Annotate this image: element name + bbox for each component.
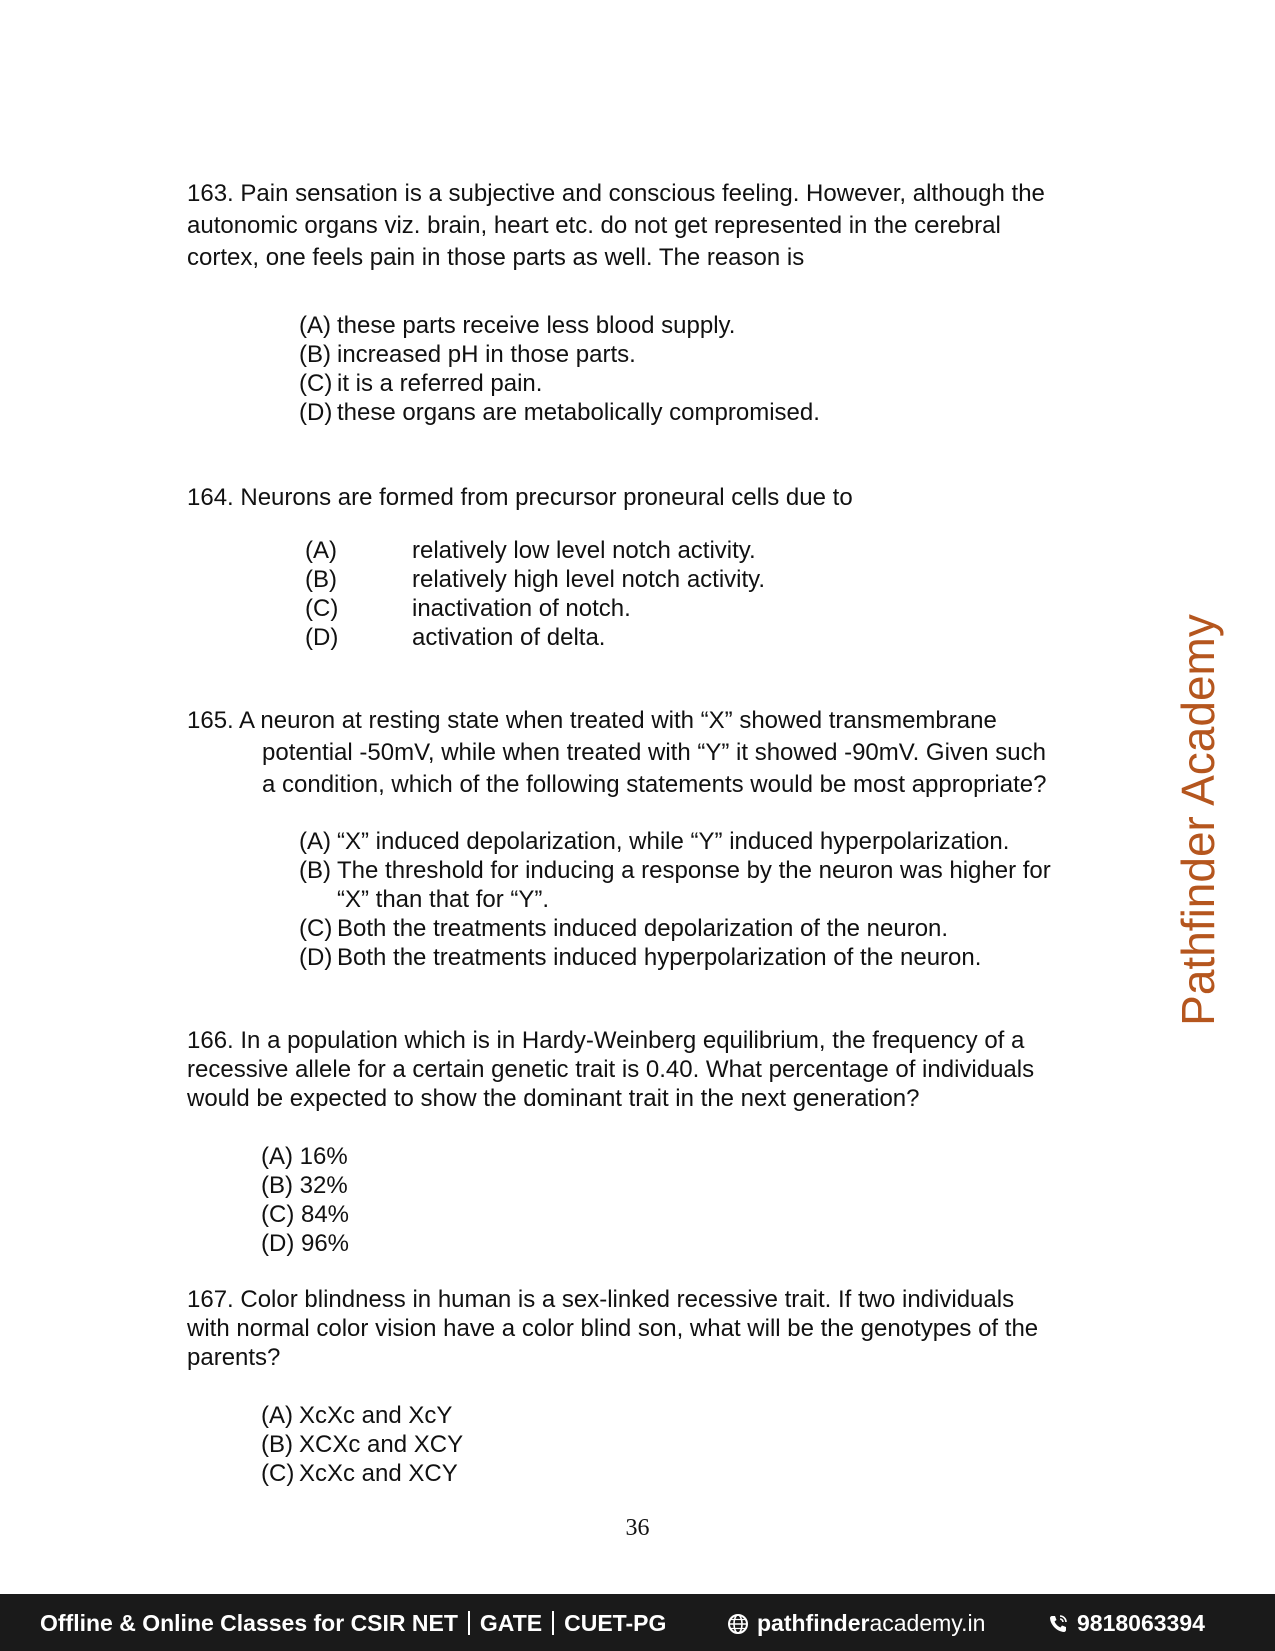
option-item (299, 914, 1051, 943)
option-item (261, 1459, 463, 1488)
question-167-line-3: parents? (187, 1344, 281, 1371)
option-item (299, 369, 820, 398)
option-text: Both the treatments induced hyperpolarization of the neuron. (337, 944, 982, 971)
footer-cuet: CUET-PG (564, 1610, 667, 1636)
option-text: “X” induced depolarization, while “Y” induced hyperpolarization. (337, 828, 1010, 855)
question-163-line-2: autonomic organs viz. brain, heart etc. do not get represented in the cerebral (187, 212, 1001, 239)
phone-icon (1047, 1613, 1069, 1641)
option-item (299, 943, 1051, 972)
option-item (299, 311, 820, 340)
watermark-pathfinder-academy: Pathfinder Academy (1172, 614, 1224, 1026)
divider (552, 1611, 554, 1635)
option-item (305, 594, 765, 623)
option-label: (C) (261, 1460, 295, 1487)
option-label: (B) (305, 566, 337, 593)
option-label: (C) (299, 370, 333, 397)
option-text: Both the treatments induced depolarization of the neuron. (337, 915, 949, 942)
option-label: (C) (299, 915, 333, 942)
option-label: (D) (305, 624, 339, 651)
question-166 (187, 1026, 1034, 1113)
question-166-options (261, 1142, 349, 1258)
option-item: (C) 84% (261, 1201, 350, 1228)
question-166-line-2: recessive allele for a certain genetic trait is 0.40. What percentage of individuals (187, 1056, 1035, 1083)
option-item (299, 856, 1051, 885)
option-item: (D) 96% (261, 1230, 350, 1257)
option-continuation (299, 885, 1051, 914)
option-item (261, 1401, 463, 1430)
question-165 (187, 705, 1046, 801)
option-text: these organs are metabolically compromised. (337, 399, 820, 426)
website-rest: academy.in (869, 1610, 986, 1636)
option-item (305, 623, 765, 652)
option-label: (A) (261, 1402, 293, 1429)
page-number: 36 (625, 1515, 650, 1541)
option-item (305, 536, 765, 565)
question-167-line-1: 167. Color blindness in human is a sex-linked recessive trait. If two individuals (187, 1286, 1015, 1313)
question-167 (187, 1285, 1038, 1372)
option-text: XCXc and XCY (299, 1431, 464, 1458)
globe-icon (727, 1613, 749, 1641)
option-text: XcXc and XcY (299, 1402, 453, 1429)
option-item: (B) 32% (261, 1172, 348, 1199)
footer-bar (0, 1594, 1275, 1651)
option-label: (D) (299, 944, 333, 971)
option-text: XcXc and XCY (299, 1460, 458, 1487)
option-text: “X” than that for “Y”. (337, 886, 550, 913)
footer-gate: GATE (479, 1610, 543, 1636)
option-item (305, 565, 765, 594)
option-text: relatively low level notch activity. (412, 537, 756, 564)
footer-classes-text: Offline & Online Classes for CSIR NET (40, 1610, 458, 1636)
option-label: (A) (305, 537, 337, 564)
option-text: The threshold for inducing a response by the neuron was higher for (337, 857, 1051, 884)
question-166-line-1: 166. In a population which is in Hardy-Weinberg equilibrium, the frequency of a (187, 1027, 1025, 1054)
option-text: increased pH in those parts. (337, 341, 636, 368)
option-item (299, 340, 820, 369)
website-bold: pathfinder (757, 1610, 870, 1636)
question-165-line-1: 165. A neuron at resting state when treated with “X” showed transmembrane (187, 707, 997, 734)
footer-phone[interactable] (1047, 1610, 1205, 1641)
option-label: (C) (305, 595, 339, 622)
question-163 (187, 178, 1087, 274)
option-item (299, 827, 1051, 856)
divider (468, 1611, 470, 1635)
option-label: (B) (261, 1431, 293, 1458)
option-label: (B) (299, 857, 331, 884)
option-item (261, 1430, 463, 1459)
question-164-options (305, 536, 765, 652)
footer-classes (40, 1610, 666, 1637)
footer-website[interactable] (727, 1610, 985, 1641)
question-164-text: 164. Neurons are formed from precursor proneural cells due to (187, 484, 853, 511)
question-163-line-1: 163. Pain sensation is a subjective and conscious feeling. However, although the (187, 180, 1045, 207)
question-167-options (261, 1401, 463, 1488)
option-text: relatively high level notch activity. (412, 566, 766, 593)
option-label: (D) (299, 399, 333, 426)
option-label: (A) (299, 828, 331, 855)
option-text: inactivation of notch. (412, 595, 631, 622)
question-166-line-3: would be expected to show the dominant trait in the next generation? (187, 1085, 920, 1112)
question-165-options (299, 827, 1051, 972)
question-167-line-2: with normal color vision have a color blind son, what will be the genotypes of the (187, 1315, 1039, 1342)
option-item: (A) 16% (261, 1143, 348, 1170)
phone-number: 9818063394 (1077, 1610, 1205, 1636)
option-label: (B) (299, 341, 331, 368)
option-text: activation of delta. (412, 624, 606, 651)
option-text: these parts receive less blood supply. (337, 312, 736, 339)
option-item (299, 398, 820, 427)
option-label: (A) (299, 312, 331, 339)
question-163-line-3: cortex, one feels pain in those parts as well. The reason is (187, 244, 805, 271)
question-165-line-2: potential -50mV, while when treated with “Y” it showed -90mV. Given such (262, 739, 1046, 766)
option-text: it is a referred pain. (337, 370, 543, 397)
question-165-line-3: a condition, which of the following statements would be most appropriate? (262, 771, 1047, 798)
question-163-options (299, 311, 820, 427)
